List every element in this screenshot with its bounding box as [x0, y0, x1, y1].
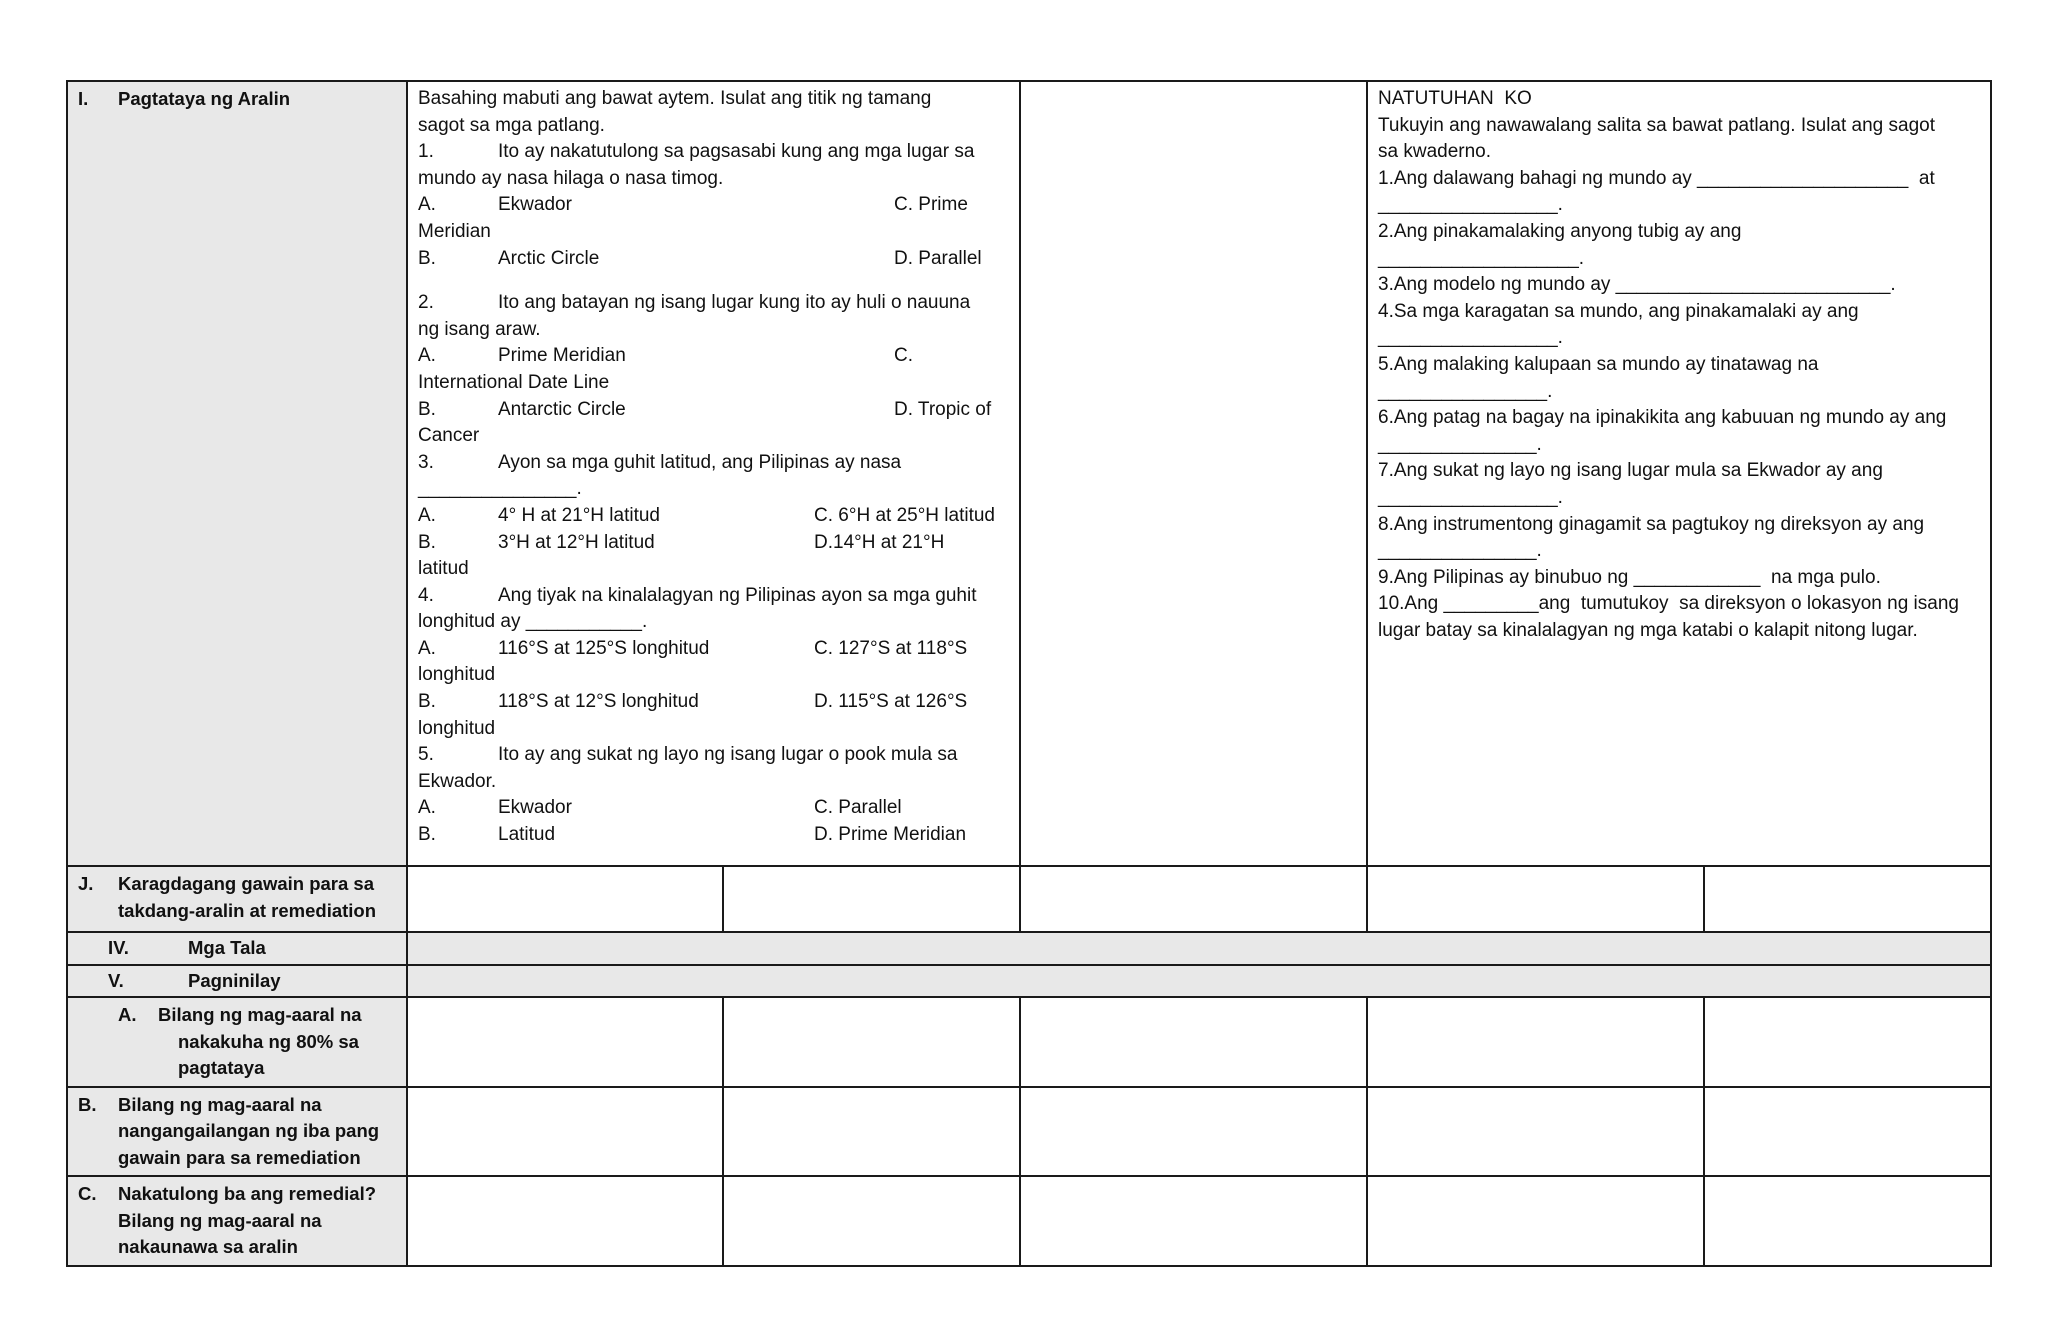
label-bilang-80 — [67, 997, 407, 1087]
entry-cell[interactable] — [1367, 866, 1704, 932]
question-text: Ayon sa mga guhit latitud, ang Pilipinas ay nasa — [498, 451, 902, 473]
option-text: D.14°H at 21°H — [814, 531, 945, 553]
section-key: I. — [78, 88, 89, 109]
quiz-cell — [407, 81, 1020, 866]
entry-cell[interactable] — [723, 1176, 1020, 1266]
section-key: A. — [118, 1004, 137, 1025]
section-label-line: nangangailangan ng iba pang — [118, 1120, 380, 1141]
question-continuation: mundo ay nasa hilaga o nasa timog. — [418, 167, 724, 189]
natutuhan-line: 1.Ang dalawang bahagi ng mundo ay ____________________ at — [1378, 167, 1935, 189]
natutuhan-line: 3.Ang modelo ng mundo ay __________________________. — [1378, 274, 1896, 296]
question-number: 4. — [418, 584, 434, 606]
option-text: 3°H at 12°H latitud — [498, 531, 655, 553]
section-label-line: Karagdagang gawain para sa — [118, 873, 375, 894]
section-key: C. — [78, 1183, 97, 1204]
option-key: A. — [418, 797, 436, 819]
option-text: Ekwador — [498, 194, 572, 216]
natutuhan-line: ___________________. — [1378, 247, 1585, 269]
section-label-line: nakaunawa sa aralin — [118, 1236, 298, 1257]
row-mga-tala — [67, 932, 1991, 965]
option-text: Arctic Circle — [498, 247, 600, 269]
section-label-line: nakakuha ng 80% sa — [178, 1030, 359, 1052]
section-key: B. — [78, 1093, 97, 1115]
section-label-line: takdang-aralin at remediation — [118, 899, 377, 921]
natutuhan-line: _________________. — [1378, 327, 1563, 349]
row-karagdagang-gawain — [67, 866, 1991, 932]
option-text: D. 115°S at 126°S — [814, 691, 968, 713]
label-nakatulong — [67, 1176, 407, 1266]
section-label-line: Bilang ng mag-aaral na — [118, 1093, 322, 1115]
option-row — [418, 343, 1009, 370]
entry-cell[interactable] — [1367, 1176, 1704, 1266]
natutuhan-line: 10.Ang _________ang tumutukoy sa direksyon o lokasyon ng isang — [1378, 593, 1959, 615]
entry-cell[interactable] — [1704, 866, 1991, 932]
entry-cell[interactable] — [723, 866, 1020, 932]
natutuhan-line: 5.Ang malaking kalupaan sa mundo ay tinatawag na — [1378, 353, 1819, 375]
option-key: B. — [418, 691, 436, 713]
entry-cell[interactable] — [1020, 1176, 1367, 1266]
option-key: A. — [418, 504, 436, 526]
section-label-line: pagtataya — [178, 1057, 265, 1078]
question-3 — [418, 450, 1009, 477]
option-wrap: latitud — [418, 558, 469, 580]
section-label: Pagtataya ng Aralin — [118, 88, 291, 109]
option-row — [418, 503, 1009, 530]
option-text: Prime Meridian — [498, 345, 626, 367]
question-text: Ito ang batayan ng isang lugar kung ito ay huli o nauuna — [498, 292, 971, 314]
entry-cell[interactable] — [723, 997, 1020, 1087]
entry-cell[interactable] — [407, 997, 723, 1087]
natutuhan-cell — [1367, 81, 1991, 866]
instruction-line: Basahing mabuti ang bawat aytem. Isulat ang titik ng tamang — [418, 88, 932, 109]
lesson-plan-table — [66, 80, 1992, 1267]
row-pagninilay — [67, 965, 1991, 998]
natutuhan-line: _______________. — [1378, 433, 1542, 455]
option-text: 118°S at 12°S longhitud — [498, 691, 699, 713]
question-continuation: longhitud ay ___________. — [418, 611, 648, 633]
natutuhan-line: ________________. — [1378, 380, 1553, 402]
entry-cell[interactable] — [1020, 997, 1367, 1087]
label-mga-tala — [67, 932, 407, 965]
question-number: 3. — [418, 451, 434, 473]
question-text: Ito ay nakatutulong sa pagsasabi kung ang mga lugar sa — [498, 141, 975, 163]
option-wrap: longhitud — [418, 717, 496, 739]
section-label-line: Bilang ng mag-aaral na — [118, 1209, 322, 1231]
natutuhan-line: Tukuyin ang nawawalang salita sa bawat patlang. Isulat ang sagot — [1378, 114, 1936, 136]
entry-cell[interactable] — [1704, 1087, 1991, 1177]
option-key: B. — [418, 824, 436, 846]
natutuhan-line: 7.Ang sukat ng layo ng isang lugar mula sa Ekwador ay ang — [1378, 460, 1883, 482]
natutuhan-line: 8.Ang instrumentong ginagamit sa pagtukoy ng direksyon ay ang — [1378, 513, 1925, 535]
option-row — [418, 246, 1009, 273]
question-1 — [418, 139, 1009, 166]
question-continuation: ng isang araw. — [418, 318, 541, 340]
row-bilang-80 — [67, 997, 1991, 1087]
option-row — [418, 822, 1009, 849]
entry-cell[interactable] — [407, 1087, 723, 1177]
option-text: 116°S at 125°S longhitud — [498, 637, 710, 659]
option-row — [418, 689, 1009, 716]
natutuhan-line: 4.Sa mga karagatan sa mundo, ang pinakamalaki ay ang — [1378, 300, 1859, 322]
option-row — [418, 192, 1009, 219]
label-pagninilay — [67, 965, 407, 998]
option-text: C. Prime — [894, 194, 968, 216]
label-pagtataya — [67, 81, 407, 866]
section-key: V. — [108, 969, 124, 991]
entry-cell[interactable] — [723, 1087, 1020, 1177]
option-row — [418, 530, 1009, 557]
option-text: Ekwador — [498, 797, 572, 819]
option-text: D. Prime Meridian — [814, 824, 967, 846]
natutuhan-line: _________________. — [1378, 486, 1563, 508]
option-row — [418, 397, 1009, 424]
option-row — [418, 795, 1009, 822]
option-key: A. — [418, 637, 436, 659]
label-remediation — [67, 1087, 407, 1177]
lesson-plan-sheet — [66, 80, 1990, 1267]
section-label-line: Nakatulong ba ang remedial? — [118, 1183, 377, 1204]
natutuhan-line: 6.Ang patag na bagay na ipinakikita ang kabuuan ng mundo ay ang — [1378, 407, 1947, 429]
entry-cell[interactable] — [1704, 997, 1991, 1087]
option-text: C. Parallel — [814, 797, 902, 819]
option-key: A. — [418, 194, 436, 216]
question-number: 2. — [418, 292, 434, 314]
question-2 — [418, 290, 1009, 317]
option-text: Antarctic Circle — [498, 398, 626, 420]
natutuhan-line: 2.Ang pinakamalaking anyong tubig ay ang — [1378, 220, 1742, 242]
entry-cell[interactable] — [1367, 1087, 1704, 1177]
section-key: J. — [78, 873, 94, 894]
question-number: 5. — [418, 744, 434, 766]
entry-cell[interactable] — [1704, 1176, 1991, 1266]
option-wrap: Meridian — [418, 220, 491, 242]
section-label: Pagninilay — [188, 969, 281, 991]
option-text: D. Tropic of — [894, 398, 992, 420]
natutuhan-line: _________________. — [1378, 194, 1563, 216]
natutuhan-title: NATUTUHAN KO — [1378, 88, 1532, 109]
question-continuation: _______________. — [418, 478, 582, 500]
section-label-line: Bilang ng mag-aaral na — [158, 1004, 362, 1025]
option-key: A. — [418, 345, 436, 367]
natutuhan-line: sa kwaderno. — [1378, 141, 1492, 163]
section-label-line: gawain para sa remediation — [118, 1146, 361, 1168]
option-text: Latitud — [498, 824, 556, 846]
instruction-line: sagot sa mga patlang. — [418, 114, 605, 136]
natutuhan-line: _______________. — [1378, 540, 1542, 562]
option-wrap: longhitud — [418, 664, 496, 686]
question-4 — [418, 583, 1009, 610]
natutuhan-lines — [1378, 113, 1980, 645]
entry-cell[interactable] — [1020, 1087, 1367, 1177]
option-wrap: Cancer — [418, 425, 480, 447]
label-karagdagang-gawain — [67, 866, 407, 932]
entry-cell[interactable] — [1367, 997, 1704, 1087]
option-key: B. — [418, 531, 436, 553]
pagninilay-cell[interactable] — [407, 965, 1991, 998]
question-5 — [418, 742, 1009, 769]
option-text: 4° H at 21°H latitud — [498, 504, 661, 526]
option-row — [418, 636, 1009, 663]
option-text: D. Parallel — [894, 247, 982, 269]
question-number: 1. — [418, 141, 434, 163]
empty-cell — [1020, 81, 1367, 866]
option-key: B. — [418, 247, 436, 269]
section-label: Mga Tala — [188, 937, 266, 958]
option-wrap: International Date Line — [418, 371, 610, 393]
option-key: B. — [418, 398, 436, 420]
natutuhan-line: 9.Ang Pilipinas ay binubuo ng ____________ na mga pulo. — [1378, 566, 1881, 588]
mga-tala-cell[interactable] — [407, 932, 1991, 965]
option-text: C. — [894, 345, 913, 367]
natutuhan-line: lugar batay sa kinalalagyan ng mga katabi o kalapit nitong lugar. — [1378, 619, 1918, 641]
option-text: C. 127°S at 118°S — [814, 637, 968, 659]
entry-cell[interactable] — [407, 866, 723, 932]
section-key: IV. — [108, 937, 129, 958]
row-pagtataya — [67, 81, 1991, 866]
entry-cell[interactable] — [1020, 866, 1367, 932]
entry-cell[interactable] — [407, 1176, 723, 1266]
row-remediation — [67, 1087, 1991, 1177]
question-text: Ito ay ang sukat ng layo ng isang lugar o pook mula sa — [498, 744, 958, 766]
row-nakatulong — [67, 1176, 1991, 1266]
question-continuation: Ekwador. — [418, 770, 497, 792]
question-text: Ang tiyak na kinalalagyan ng Pilipinas ayon sa mga guhit — [498, 584, 977, 606]
option-text: C. 6°H at 25°H latitud — [814, 504, 996, 526]
